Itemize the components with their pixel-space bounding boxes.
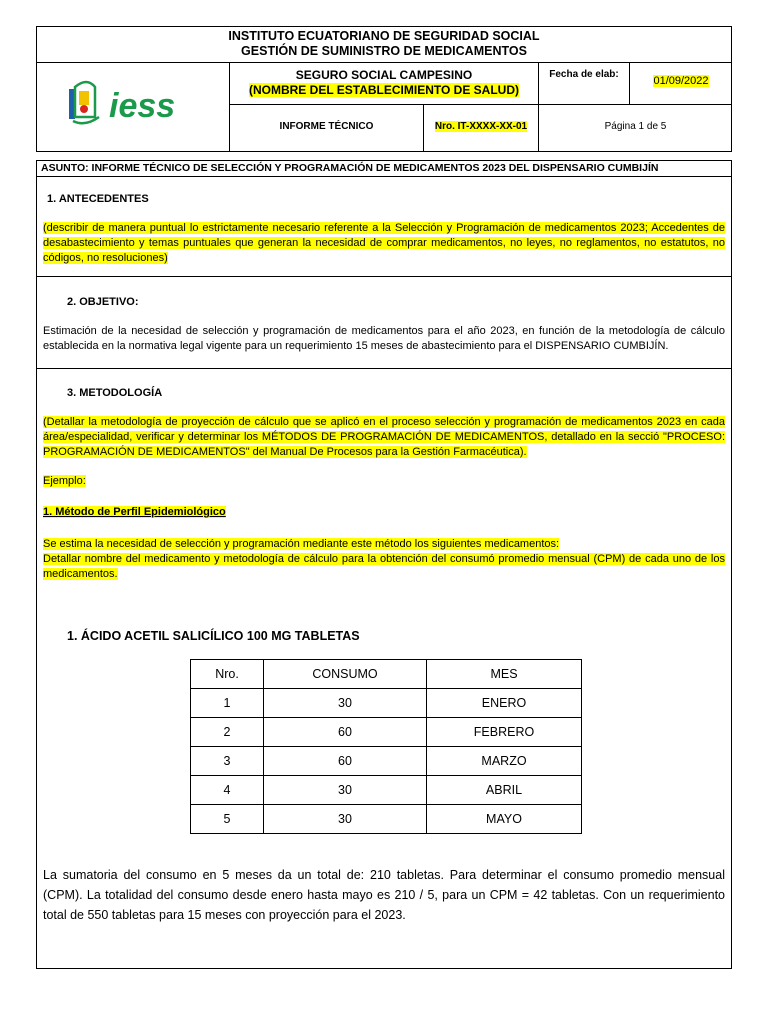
iess-logo-icon <box>65 77 215 137</box>
cell-consumo: 60 <box>264 747 427 776</box>
medicine-title: 1. ÁCIDO ACETIL SALICÍLICO 100 MG TABLETAS <box>67 629 360 643</box>
table-header-row <box>191 660 582 689</box>
institution-name: INSTITUTO ECUATORIANO DE SEGURIDAD SOCIAL <box>228 29 540 43</box>
method-line-2: Detallar nombre del medicamento y metodología de cálculo para la obtención del consumó promedio mensual (CPM) de cada uno de los medicamentos. <box>43 553 725 580</box>
metodologia-text <box>43 415 725 460</box>
metodologia-title: 3. METODOLOGÍA <box>67 387 163 399</box>
table-row <box>191 776 582 805</box>
section-antecedentes <box>37 177 731 277</box>
cell-nro: 2 <box>191 718 264 747</box>
cell-mes: ABRIL <box>427 776 582 805</box>
cell-mes: MARZO <box>427 747 582 776</box>
report-type: INFORME TÉCNICO <box>230 105 424 152</box>
cell-nro: 3 <box>191 747 264 776</box>
table-row <box>191 747 582 776</box>
section-objetivo <box>37 277 731 369</box>
method-line-1: Se estima la necesidad de selección y programación mediante este método los siguientes medicamentos: <box>43 538 560 550</box>
table-row <box>191 689 582 718</box>
date-value: 01/09/2022 <box>653 75 709 87</box>
document-body <box>36 160 732 969</box>
date-label: Fecha de elab: <box>539 63 630 105</box>
col-header-nro: Nro. <box>191 660 264 689</box>
logo-cell <box>37 63 230 152</box>
example-label-text: Ejemplo: <box>43 475 86 487</box>
antecedentes-text <box>43 221 725 266</box>
section-metodologia <box>37 369 731 969</box>
report-number: Nro. IT-XXXX-XX-01 <box>434 121 528 132</box>
col-header-mes: MES <box>427 660 582 689</box>
method-description <box>43 537 725 582</box>
date-cell <box>630 63 732 105</box>
metodologia-highlight: (Detallar la metodología de proyección de cálculo que se aplicó en el proceso selección y programación de medicamentos 2023 en cada área/especialidad, verificar y determinar los MÉTODOS DE PROGRAMACIÓN DE MEDICAMENTOS, detallado en la secció "PROCESO: PROGRAMACIÓN DE MEDICAMENTOS" del Manual De Procesos para la Gestión Farmacéutica). <box>43 416 725 458</box>
cell-nro: 4 <box>191 776 264 805</box>
cell-mes: ENERO <box>427 689 582 718</box>
objetivo-text: Estimación de la necesidad de selección y programación de medicamentos para el año 2023, en función de la metodología de cálculo establecida en la normativa legal vigente para un requerimiento 15 meses de abastecimiento para el DISPENSARIO CUMBIJÍN. <box>43 325 725 352</box>
establishment-placeholder: (NOMBRE DEL ESTABLECIMIENTO DE SALUD) <box>248 83 519 97</box>
department-name: GESTIÓN DE SUMINISTRO DE MEDICAMENTOS <box>241 44 527 58</box>
program-cell <box>230 63 539 105</box>
col-header-consumo: CONSUMO <box>264 660 427 689</box>
consumption-table <box>190 659 582 834</box>
cell-nro: 1 <box>191 689 264 718</box>
page-indicator: Página 1 de 5 <box>604 121 667 132</box>
report-number-cell <box>424 105 539 152</box>
method-title-text: 1. Método de Perfil Epidemiológico <box>43 506 226 518</box>
document-header <box>36 26 732 152</box>
table-row <box>191 718 582 747</box>
cell-consumo: 30 <box>264 805 427 834</box>
method-title <box>43 505 226 520</box>
header-title-cell <box>37 27 731 63</box>
cell-consumo: 30 <box>264 776 427 805</box>
cell-consumo: 60 <box>264 718 427 747</box>
subject-line: ASUNTO: INFORME TÉCNICO DE SELECCIÓN Y PROGRAMACIÓN DE MEDICAMENTOS 2023 DEL DISPENSARIO CUMBIJÍN <box>37 161 731 177</box>
logo-wordmark: iess <box>109 87 176 125</box>
cell-mes: MAYO <box>427 805 582 834</box>
antecedentes-title: 1. ANTECEDENTES <box>47 193 149 205</box>
program-name: SEGURO SOCIAL CAMPESINO <box>295 68 473 82</box>
example-label <box>43 474 86 489</box>
cell-mes: FEBRERO <box>427 718 582 747</box>
summary-text: La sumatoria del consumo en 5 meses da un total de: 210 tabletas. Para determinar el consumo promedio mensual (CPM). La totalidad del consumo desde enero hasta mayo es 210 / 5, para un CPM = 42 tabletas. Con un requerimiento total de 550 tabletas para 15 meses con proyección para el 2023. <box>43 868 725 922</box>
cell-consumo: 30 <box>264 689 427 718</box>
antecedentes-highlight: (describir de manera puntual lo estrictamente necesario referente a la Selección y Programación de medicamentos 2023; Accedentes de desabastecimiento y temas puntuales que generan la necesidad de comprar medicamentos, no leyes, no reglamentos, no estatutos, no códigos, no resoluciones) <box>43 222 725 264</box>
objetivo-title: 2. OBJETIVO: <box>67 296 139 308</box>
cell-nro: 5 <box>191 805 264 834</box>
table-row <box>191 805 582 834</box>
